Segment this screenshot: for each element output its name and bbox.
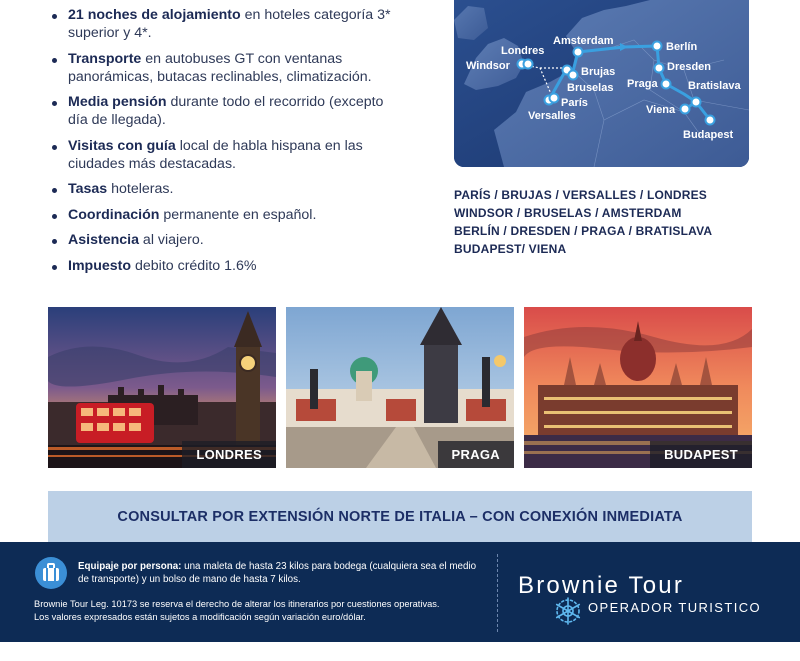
route-line-text: BERLÍN / DRESDEN / PRAGA / BRATISLAVA <box>454 224 713 238</box>
include-item-title: 21 noches de alojamiento <box>68 7 241 23</box>
photo-praga[interactable] <box>286 307 514 468</box>
route-summary <box>454 186 754 258</box>
city-label-viena: Viena <box>646 104 676 116</box>
extension-banner[interactable] <box>48 491 752 543</box>
extension-banner-text: CONSULTAR POR EXTENSIÓN NORTE DE ITALIA – CON CONEXIÓN INMEDIATA <box>117 509 683 525</box>
include-item <box>48 137 398 173</box>
city-label-londres: Londres <box>501 45 545 57</box>
city-label-bratislava: Bratislava <box>688 80 741 92</box>
legal-notes <box>34 598 494 624</box>
luggage-info-text: una maleta de hasta 23 kilos para bodega (cualquiera sea el medio de transporte) y un bolso de mano de hasta 7 kilos. <box>78 561 477 585</box>
include-item-text: en hoteles categoría 3* superior y 4*. <box>68 7 391 41</box>
route-map[interactable] <box>454 0 749 167</box>
include-item-title: Tasas <box>68 181 108 197</box>
route-line-text: BUDAPEST/ VIENA <box>454 242 567 256</box>
footer-divider <box>497 554 498 632</box>
include-item <box>48 206 398 224</box>
route-line-text: WINDSOR / BRUSELAS / AMSTERDAM <box>454 206 682 220</box>
photo-caption: BUDAPEST <box>650 441 752 468</box>
city-label-versalles: Versalles <box>528 110 576 122</box>
photo-budapest[interactable] <box>524 307 752 468</box>
city-label-amsterdam: Amsterdam <box>553 35 614 47</box>
footer <box>0 542 800 642</box>
include-item <box>48 50 398 86</box>
include-item-text: durante todo el recorrido (excepto día de llegada). <box>68 94 384 128</box>
include-item-text: debito crédito 1.6% <box>131 257 257 274</box>
city-label-bruselas: Bruselas <box>567 82 614 94</box>
include-item-text: en autobuses GT con ventanas panorámicas, butacas reclinables, climatización. <box>68 50 372 85</box>
city-label-praga: Praga <box>627 78 658 90</box>
include-item-text: al viajero. <box>138 232 204 248</box>
city-label-budapest: Budapest <box>683 129 734 141</box>
suitcase-icon <box>35 557 67 589</box>
include-item <box>48 180 398 198</box>
include-item-text: local de habla hispana en las ciudades más destacadas. <box>68 137 363 172</box>
include-item <box>48 231 398 249</box>
city-label-brujas: Brujas <box>581 66 616 78</box>
city-label-windsor: Windsor <box>466 60 510 72</box>
include-item-title: Media pensión <box>68 94 167 110</box>
legal-note: Brownie Tour Leg. 10173 se reserva el derecho de alterar los itinerarios por cuestiones operativas. <box>34 599 440 609</box>
photo-caption: PRAGA <box>438 441 514 468</box>
luggage-info <box>78 560 488 586</box>
include-item-text: hoteleras. <box>107 181 174 197</box>
city-label-berlin: Berlín <box>666 41 698 53</box>
include-item <box>48 257 398 275</box>
city-label-dresden: Dresden <box>667 61 712 73</box>
include-item-title: Asistencia <box>68 232 139 248</box>
include-item <box>48 6 398 42</box>
includes-list <box>48 6 398 282</box>
snowflake-logo-icon <box>552 595 584 627</box>
include-item-title: Visitas con guía <box>68 137 176 154</box>
photo-londres[interactable] <box>48 307 276 468</box>
legal-note: Los valores expresados están sujetos a modificación según variación euro/dólar. <box>34 612 366 622</box>
include-item-title: Coordinación <box>68 206 160 223</box>
luggage-info-title: Equipaje por persona: <box>78 561 182 572</box>
include-item-title: Impuesto <box>68 257 132 274</box>
brand-name[interactable]: Brownie Tour <box>518 572 685 599</box>
city-label-paris: París <box>561 97 588 109</box>
route-line-text: PARÍS / BRUJAS / VERSALLES / LONDRES <box>454 188 708 202</box>
include-item-title: Transporte <box>68 50 142 67</box>
photo-caption: LONDRES <box>182 441 276 468</box>
include-item <box>48 93 398 129</box>
route-map-graphic <box>454 0 749 167</box>
brand-tagline: OPERADOR TURISTICO <box>588 600 762 615</box>
include-item-text: permanente en español. <box>159 206 317 223</box>
